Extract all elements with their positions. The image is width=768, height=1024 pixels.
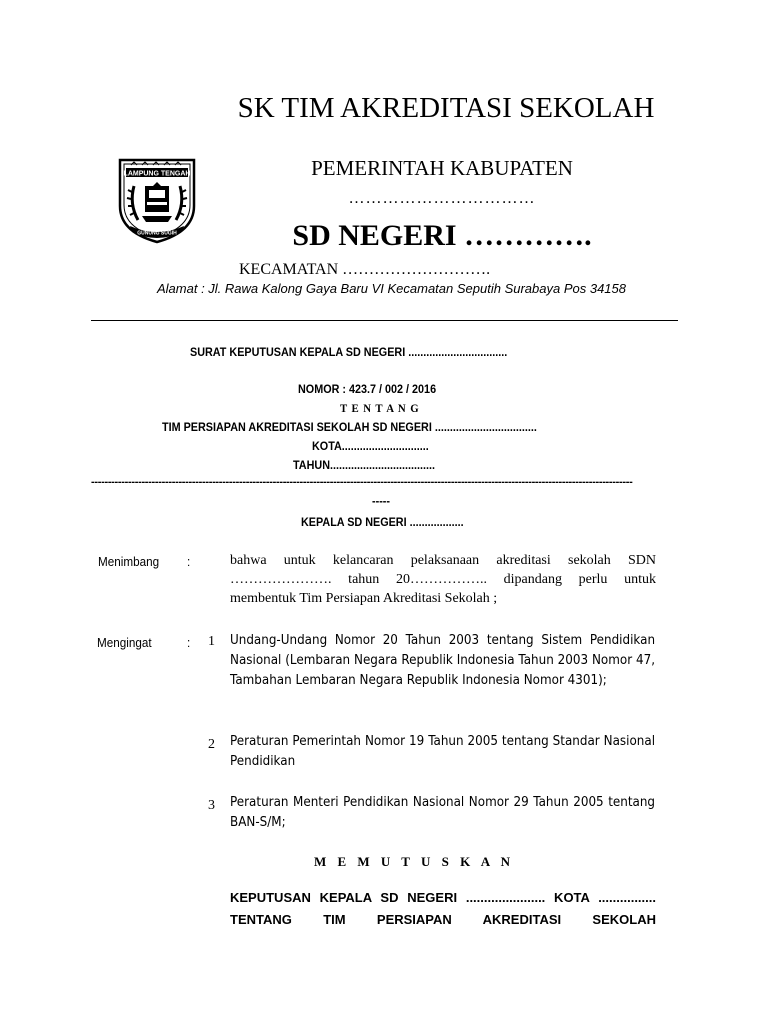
menimbang-colon: : <box>187 554 191 569</box>
dashed-separator-tail: ----- <box>372 494 390 508</box>
menimbang-label: Menimbang <box>98 554 160 569</box>
mengingat-item-number: 1 <box>208 634 215 649</box>
mengingat-item-text: Peraturan Menteri Pendidikan Nasional Nomor 29 Tahun 2005 tentang BAN-S/M; <box>230 795 656 830</box>
regency-name-placeholder: …………………………… <box>348 190 536 207</box>
about-heading: T E N T A N G <box>340 401 420 415</box>
mengingat-colon: : <box>187 635 191 650</box>
memutuskan-heading: M E M U T U S K A N <box>313 854 515 869</box>
city-line: KOTA............................. <box>312 439 429 453</box>
dashed-separator: ----------------------------------------------------------------------------------------------------------------------------------------------------------------- <box>91 476 633 488</box>
head-of-school-heading: KEPALA SD NEGERI .................. <box>301 515 464 529</box>
menimbang-text: bahwa untuk kelancaran pelaksanaan akreditasi sekolah SDN …………………. tahun 20…………….. dipandang perlu untuk membentuk Tim Persiapan Akreditasi Sekolah ; <box>230 553 656 606</box>
emblem-text-bottom: GUNUNG SUGIH <box>137 230 177 237</box>
mengingat-item-number: 2 <box>208 737 215 752</box>
decree-number: NOMOR : 423.7 / 002 / 2016 <box>298 382 437 396</box>
mengingat-item-text: Undang-Undang Nomor 20 Tahun 2003 tentang Sistem Pendidikan Nasional (Lembaran Negara Republik Indonesia Tahun 2003 Nomor 47, Tambahan Lembaran Negara Republik Indonesia Nomor 4301); <box>230 633 656 688</box>
year-line: TAHUN................................... <box>293 458 436 472</box>
team-title: TIM PERSIAPAN AKREDITASI SEKOLAH SD NEGERI .................................. <box>162 420 537 434</box>
emblem-text-top: LAMPUNG TENGAH <box>123 170 191 178</box>
document-title: SK TIM AKREDITASI SEKOLAH <box>237 92 655 124</box>
mengingat-label: Mengingat <box>97 635 152 650</box>
mengingat-item-text: Peraturan Pemerintah Nomor 19 Tahun 2005 tentang Standar Nasional Pendidikan <box>230 734 656 769</box>
school-name: SD NEGERI …………. <box>292 219 592 252</box>
district-line: KECAMATAN ………………………. <box>239 261 491 278</box>
keputusan-title: KEPUTUSAN KEPALA SD NEGERI ...................... KOTA ................ TENTANG TIM PERSIAPAN AKREDITASI SEKOLAH <box>230 890 656 927</box>
mengingat-item-number: 3 <box>208 798 215 813</box>
letterhead-divider <box>91 320 678 321</box>
decree-title: SURAT KEPUTUSAN KEPALA SD NEGERI ................................. <box>190 345 508 359</box>
school-address: Alamat : Jl. Rawa Kalong Gaya Baru VI Kecamatan Seputih Surabaya Pos 34158 <box>157 281 626 296</box>
government-heading: PEMERINTAH KABUPATEN <box>311 156 573 180</box>
